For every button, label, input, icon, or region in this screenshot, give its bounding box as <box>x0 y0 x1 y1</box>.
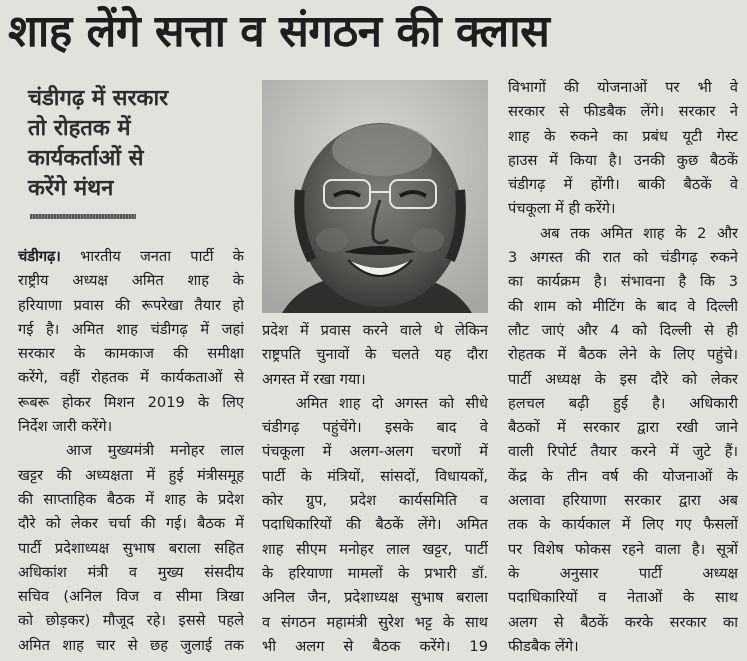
text-line: दौरे को लेकर चर्चा की गई। बैठक में <box>18 515 244 533</box>
text-line: प्रदेश में प्रवास करने वाले थे लेकिन <box>262 322 488 339</box>
deck-divider <box>30 214 136 219</box>
text-line: खट्टर की अध्यक्षता में हुई मंत्रीसमूह <box>18 466 244 484</box>
text-line: पंचकूला में अलग-अलग चरणों में <box>262 443 488 461</box>
text-line: को छोड़कर) मौजूद रहे। इससे पहले <box>18 612 244 630</box>
text-line: पदाधिकारियों व नेताओं के साथ <box>508 589 738 607</box>
text-line: अमित शाह दो अगस्त को सीधे <box>262 394 488 412</box>
text-line: पंचकूला में ही करेंगे। <box>508 200 616 218</box>
deck-line: चंडीगढ़ में सरकार <box>28 86 169 111</box>
text-line: अनिल जैन, प्रदेशाध्यक्ष सुभाष बराला <box>262 589 488 607</box>
text-line: भी अलग से बैठक करेंगे। 19 <box>262 637 488 655</box>
text-line: चंडीगढ़ में होंगी। बाकी बैठकें वे <box>508 176 738 194</box>
text-line: बैठकों में सरकार द्वारा रखी जाने <box>508 419 738 437</box>
deck-line: तो रोहतक में <box>28 116 131 141</box>
text-line: की शाम को मीटिंग के बाद वे दिल्ली <box>508 297 738 315</box>
headline: शाह लेंगे सत्ता व संगठन की क्लास <box>8 6 550 57</box>
text-line: का कार्यक्रम है। संभावना है कि 3 <box>508 273 738 291</box>
text-line: पर विशेष फोकस रहने वाला है। सूत्रों <box>508 540 738 558</box>
text-line: अलग से बैठकें करके सरकार का <box>508 613 738 631</box>
article-column-2 <box>262 319 488 659</box>
text-line: के अनुसार पार्टी अध्यक्ष <box>508 564 738 582</box>
text-line: शाह के रुकने का प्रबंध यूटी गेस्ट <box>508 127 738 145</box>
text-line: तक के कार्यकाल में लिए गए फैसलों <box>508 516 738 534</box>
text-line: चंडीगढ़ पहुंचेंगे। इसके बाद वे <box>262 419 488 437</box>
text-line: अब तक अमित शाह के 2 और <box>508 224 738 242</box>
text-line: फीडबैक लेंगे। <box>508 637 579 655</box>
text-line: केंद्र के तीन वर्ष की योजनाओं के <box>508 467 738 485</box>
text-line: सरकार से फीडबैक लेंगे। सरकार ने <box>508 103 738 121</box>
portrait-photo <box>262 80 488 313</box>
text-line: 3 अगस्त की रात को चंडीगढ़ रुकने <box>508 249 738 267</box>
text-line: हलचल बढ़ी हुई है। अधिकारी <box>508 394 738 412</box>
text-line: सरकार के कामकाज की समीक्षा <box>18 345 244 363</box>
portrait-illustration <box>262 80 488 313</box>
text-line: विभागों की योजनाओं पर भी वे <box>508 79 738 96</box>
text-fragment: भारतीय जनता पार्टी के <box>60 248 244 265</box>
text-line: पदाधिकारियों की बैठकें लेंगे। अमित <box>262 516 488 534</box>
article-column-1 <box>18 245 244 658</box>
text-line: अलावा हरियाणा सरकार द्वारा अब <box>508 492 738 510</box>
text-line: राष्ट्रपति चुनावों के चलते यह दौरा <box>262 346 488 364</box>
deck-line: करेंगे मंथन <box>28 176 114 201</box>
text-line: पार्टी अध्यक्ष के इस दौरे को लेकर <box>508 370 738 388</box>
text-line: के हरियाणा मामलों के प्रभारी डॉ. <box>262 564 488 582</box>
text-line: निर्देश जारी करेंगे। <box>18 418 113 436</box>
deck <box>28 84 253 204</box>
text-line: रूबरू होकर मिशन 2019 के लिए <box>18 393 244 411</box>
text-line: हाउस में किया है। उनकी कुछ बैठकें <box>508 151 738 169</box>
article-column-3 <box>508 76 738 659</box>
text-line: अमित शाह चार से छह जुलाई तक <box>18 636 244 654</box>
text-line: व संगठन महामंत्री सुरेश भट्ट के साथ <box>262 613 488 631</box>
text-line: राष्ट्रीय अध्यक्ष अमित शाह के <box>18 272 244 290</box>
text-line <box>18 245 244 269</box>
text-line: की साप्ताहिक बैठक में शाह के प्रदेश <box>18 490 244 508</box>
text-line: पार्टी के मंत्रियों, सांसदों, विधायकों, <box>262 467 488 485</box>
text-line: गई है। अमित शाह चंडीगढ़ में जहां <box>18 320 244 338</box>
text-line: आज मुख्यमंत्री मनोहर लाल <box>18 442 244 460</box>
text-line: अधिकांश मंत्री व मुख्य संसदीय <box>18 563 244 581</box>
text-line: कोर ग्रुप, प्रदेश कार्यसमिति व <box>262 492 488 510</box>
text-line: पार्टी प्रदेशाध्यक्ष सुभाष बराला सहित <box>18 539 244 557</box>
text-line: हरियाणा प्रवास की रूपरेखा तैयार हो <box>18 296 244 314</box>
text-line: रोहतक में बैठक लेने के लिए पहुंचे। <box>508 346 738 364</box>
text-line: वाली रिपोर्ट तैयार करने में जुटे हैं। <box>508 443 738 461</box>
text-line: अगस्त में रखा गया। <box>262 370 366 388</box>
dateline: चंडीगढ़। <box>18 248 61 265</box>
text-line: सचिव (अनिल विज व सीमा त्रिखा <box>18 588 244 606</box>
text-line: लौट जाएं और 4 को दिल्ली से ही <box>508 321 738 339</box>
deck-line: कार्यकर्ताओं से <box>28 146 144 171</box>
text-line: शाह सीएम मनोहर लाल खट्टर, पार्टी <box>262 540 488 558</box>
text-line: करेंगे, वहीं रोहतक में कार्यकताओं से <box>18 369 244 387</box>
